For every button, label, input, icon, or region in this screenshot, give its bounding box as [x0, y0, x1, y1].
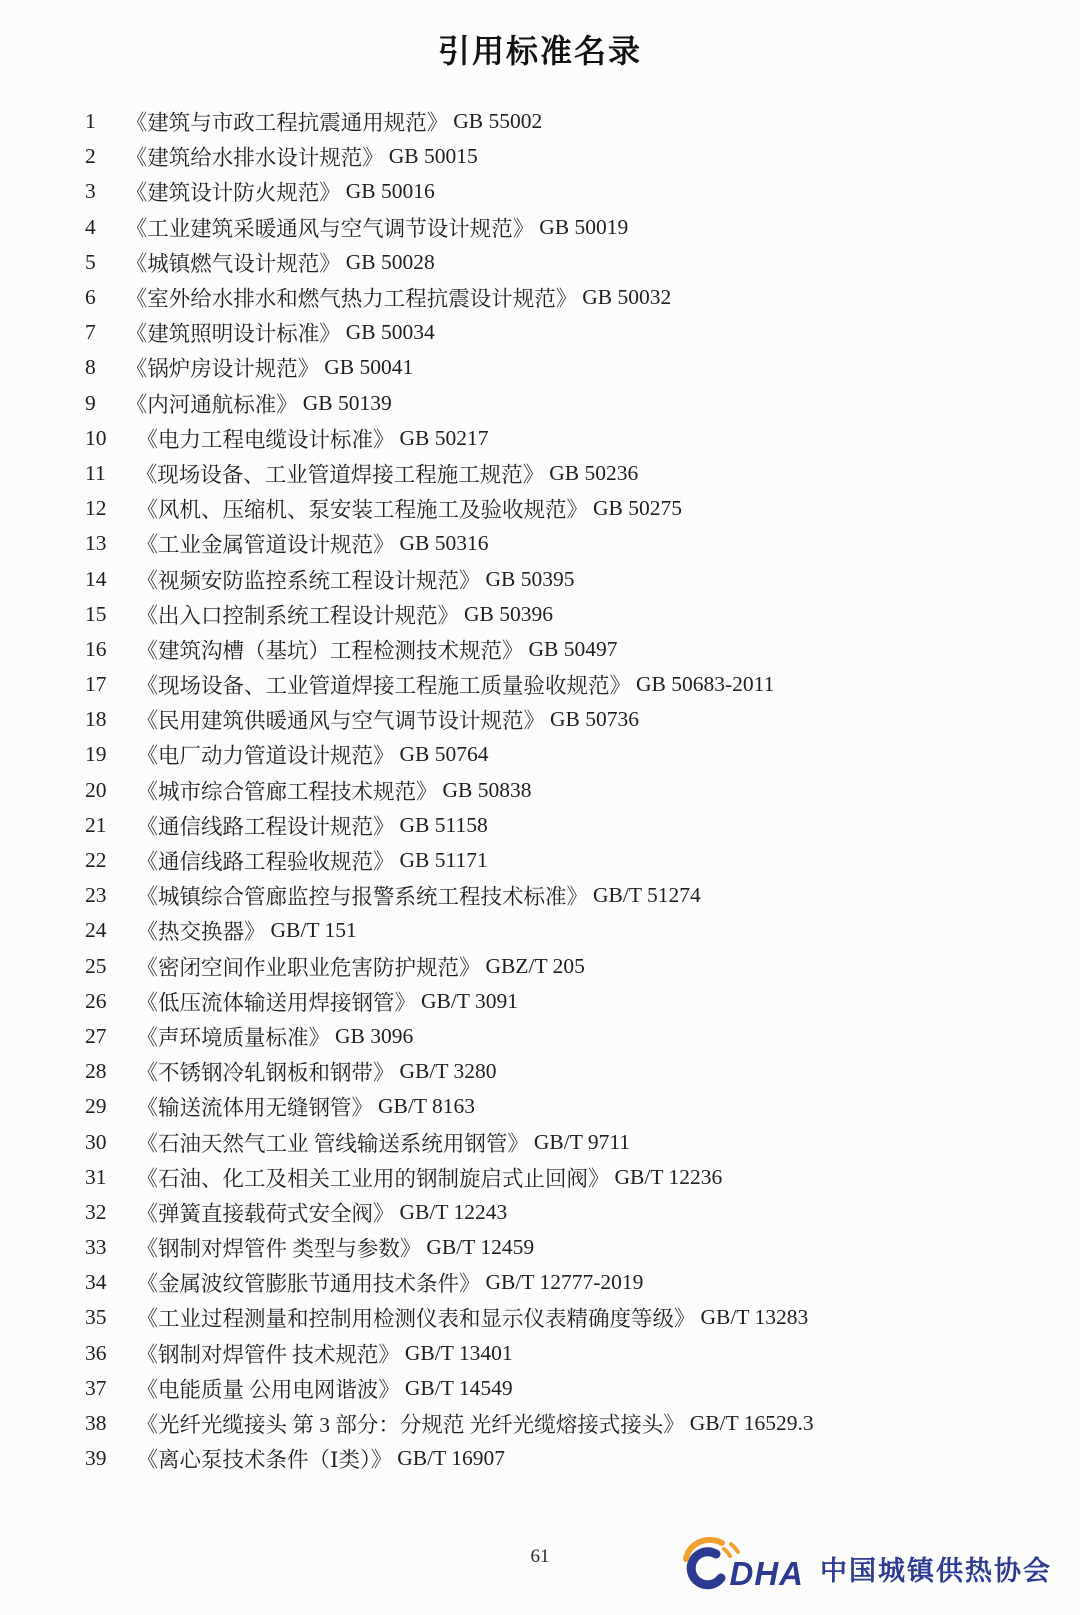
standard-code: GB/T 14549 — [404, 1375, 513, 1400]
standard-name: 《视频安防监控系统工程设计规范》 — [136, 568, 481, 593]
item-number: 26 — [85, 988, 107, 1013]
standard-code: GB/T 12459 — [426, 1235, 535, 1260]
list-item — [85, 597, 1050, 632]
standard-name: 《石油天然气工业 管线输送系统用钢管》 — [136, 1131, 529, 1156]
list-item — [85, 1371, 1050, 1406]
standard-code: GB/T 12236 — [614, 1164, 723, 1189]
standard-name: 《低压流体输送用焊接钢管》 — [136, 990, 417, 1015]
list-item — [85, 526, 1050, 561]
item-number: 30 — [85, 1129, 107, 1154]
list-item — [85, 949, 1050, 984]
standard-name: 《锅炉房设计规范》 — [125, 357, 320, 382]
item-number: 27 — [85, 1023, 107, 1048]
item-number: 35 — [85, 1305, 107, 1330]
list-item — [85, 1300, 1050, 1335]
item-number: 16 — [85, 636, 107, 661]
list-item — [85, 1265, 1050, 1300]
standard-code: GB 50275 — [593, 496, 683, 521]
item-number: 7 — [85, 320, 96, 345]
item-number: 19 — [85, 742, 107, 767]
standard-name: 《光纤光缆接头 第 3 部分：分规范 光纤光缆熔接式接头》 — [136, 1413, 685, 1438]
list-item — [85, 773, 1050, 808]
standard-code: GB/T 9711 — [533, 1129, 631, 1154]
standard-code: GB 50497 — [528, 636, 618, 661]
standard-code: GB 50236 — [549, 460, 639, 485]
item-number: 18 — [85, 707, 107, 732]
standard-code: GB 50041 — [324, 355, 414, 380]
item-number: 32 — [85, 1199, 107, 1224]
item-number: 3 — [85, 179, 96, 204]
standard-code: GB 50028 — [345, 249, 435, 274]
list-item — [85, 350, 1050, 385]
standard-name: 《建筑沟槽（基坑）工程检测技术规范》 — [136, 638, 524, 663]
list-item — [85, 1336, 1050, 1371]
item-number: 6 — [85, 285, 96, 310]
list-item — [85, 1054, 1050, 1089]
list-item — [85, 386, 1050, 421]
list-item — [85, 139, 1050, 174]
standard-name: 《建筑给水排水设计规范》 — [125, 146, 384, 171]
item-number: 24 — [85, 918, 107, 943]
standard-name: 《电力工程电缆设计标准》 — [136, 427, 395, 452]
standard-name: 《工业过程测量和控制用检测仪表和显示仪表精确度等级》 — [136, 1307, 696, 1332]
item-number: 5 — [85, 249, 96, 274]
standard-name: 《电能质量 公用电网谐波》 — [136, 1377, 400, 1402]
standard-code: GB 55002 — [453, 109, 543, 134]
item-number: 17 — [85, 672, 107, 697]
standard-code: GB 51171 — [399, 848, 488, 873]
standard-code: GB/T 16529.3 — [689, 1411, 814, 1436]
standard-name: 《建筑照明设计标准》 — [125, 322, 341, 347]
standard-name: 《建筑设计防火规范》 — [125, 181, 341, 206]
list-item — [85, 315, 1050, 350]
standard-name: 《钢制对焊管件 技术规范》 — [136, 1342, 400, 1367]
item-number: 34 — [85, 1270, 107, 1295]
item-number: 39 — [85, 1446, 107, 1471]
standard-code: GB 51158 — [399, 812, 488, 837]
item-number: 31 — [85, 1164, 107, 1189]
standard-name: 《城镇综合管廊监控与报警系统工程技术标准》 — [136, 885, 589, 910]
item-number: 23 — [85, 883, 107, 908]
standard-code: GB 50395 — [485, 566, 575, 591]
list-item — [85, 1195, 1050, 1230]
list-item — [85, 737, 1050, 772]
standard-code: GB 50019 — [539, 214, 629, 239]
item-number: 15 — [85, 601, 107, 626]
item-number: 12 — [85, 496, 107, 521]
item-number: 36 — [85, 1340, 107, 1365]
standard-code: GB 50217 — [399, 425, 489, 450]
standard-code: GB 50316 — [399, 531, 489, 556]
standard-code: GB/T 13283 — [700, 1305, 809, 1330]
item-number: 14 — [85, 566, 107, 591]
standard-code: GB 50683-2011 — [636, 672, 775, 697]
standard-code: GB/T 13401 — [404, 1340, 513, 1365]
item-number: 1 — [85, 109, 96, 134]
list-item — [85, 1441, 1050, 1476]
list-item — [85, 702, 1050, 737]
standard-name: 《城镇燃气设计规范》 — [125, 251, 341, 276]
standard-name: 《金属波纹管膨胀节通用技术条件》 — [136, 1272, 481, 1297]
list-item — [85, 808, 1050, 843]
list-item — [85, 174, 1050, 209]
item-number: 21 — [85, 812, 107, 837]
item-number: 22 — [85, 848, 107, 873]
standard-code: GB/T 16907 — [397, 1446, 505, 1471]
standard-name: 《建筑与市政工程抗震通用规范》 — [125, 111, 449, 136]
list-item — [85, 984, 1050, 1019]
list-item — [85, 491, 1050, 526]
page-number: 61 — [530, 1546, 550, 1567]
standard-code: GB/T 3091 — [421, 988, 518, 1013]
standard-name: 《声环境质量标准》 — [136, 1025, 331, 1050]
list-item — [85, 456, 1050, 491]
list-item — [85, 210, 1050, 245]
item-number: 4 — [85, 214, 96, 239]
standard-name: 《城市综合管廊工程技术规范》 — [136, 779, 438, 804]
item-number: 13 — [85, 531, 107, 556]
list-item — [85, 667, 1050, 702]
standards-list — [85, 104, 1050, 1476]
standard-name: 《工业金属管道设计规范》 — [136, 533, 395, 558]
standard-code: GB 50838 — [442, 777, 532, 802]
standard-name: 《不锈钢冷轧钢板和钢带》 — [136, 1061, 395, 1086]
standard-name: 《现场设备、工业管道焊接工程施工质量验收规范》 — [136, 674, 632, 699]
list-item — [85, 1230, 1050, 1265]
list-item — [85, 843, 1050, 878]
standard-code: GB 50764 — [399, 742, 489, 767]
standard-code: GB 50016 — [345, 179, 435, 204]
cdha-logo-icon — [680, 1537, 744, 1595]
standard-name: 《弹簧直接载荷式安全阀》 — [136, 1201, 395, 1226]
list-item — [85, 104, 1050, 139]
cdha-logo — [680, 1537, 1053, 1595]
item-number: 10 — [85, 425, 107, 450]
item-number: 2 — [85, 144, 96, 169]
standard-name: 《现场设备、工业管道焊接工程施工规范》 — [135, 462, 545, 487]
list-item — [85, 1160, 1050, 1195]
standard-name: 《电厂动力管道设计规范》 — [136, 744, 395, 769]
standard-name: 《通信线路工程验收规范》 — [136, 850, 395, 875]
standard-name: 《室外给水排水和燃气热力工程抗震设计规范》 — [125, 287, 578, 312]
item-number: 38 — [85, 1411, 107, 1436]
page-title: 引用标准名录 — [437, 33, 642, 69]
standard-name: 《输送流体用无缝钢管》 — [136, 1096, 374, 1121]
standard-code: GB 50396 — [464, 601, 554, 626]
list-item — [85, 280, 1050, 315]
standard-code: GB/T 12243 — [399, 1199, 508, 1224]
cdha-logo-org-name: 中国城镇供热协会 — [820, 1555, 1052, 1586]
item-number: 20 — [85, 777, 107, 802]
item-number: 29 — [85, 1094, 107, 1119]
standard-name: 《民用建筑供暖通风与空气调节设计规范》 — [136, 709, 546, 734]
standard-name: 《风机、压缩机、泵安装工程施工及验收规范》 — [136, 498, 589, 523]
standard-code: GB/T 51274 — [593, 883, 701, 908]
item-number: 25 — [85, 953, 107, 978]
list-item — [85, 1019, 1050, 1054]
list-item — [85, 421, 1050, 456]
standard-code: GB 50139 — [302, 390, 392, 415]
standard-code: GB/T 12777-2019 — [485, 1270, 644, 1295]
item-number: 28 — [85, 1059, 107, 1084]
standard-code: GBZ/T 205 — [485, 953, 585, 978]
standard-code: GB 50034 — [345, 320, 435, 345]
standard-name: 《石油、化工及相关工业用的钢制旋启式止回阀》 — [136, 1166, 610, 1191]
item-number: 33 — [85, 1235, 107, 1260]
list-item — [85, 913, 1050, 948]
standard-code: GB 3096 — [335, 1023, 414, 1048]
standard-code: GB 50736 — [550, 707, 640, 732]
standard-name: 《热交换器》 — [136, 920, 266, 945]
cdha-logo-acronym: DHA — [729, 1554, 804, 1592]
item-number: 8 — [85, 355, 96, 380]
list-item — [85, 1089, 1050, 1124]
standard-code: GB 50015 — [388, 144, 478, 169]
list-item — [85, 245, 1050, 280]
standard-code: GB/T 151 — [270, 918, 357, 943]
item-number: 9 — [85, 390, 96, 415]
list-item — [85, 1124, 1050, 1159]
standard-code: GB 50032 — [582, 285, 672, 310]
standard-name: 《密闭空间作业职业危害防护规范》 — [136, 955, 481, 980]
standard-name: 《出入口控制系统工程设计规范》 — [136, 603, 460, 628]
standard-name: 《钢制对焊管件 类型与参数》 — [136, 1237, 422, 1262]
list-item — [85, 1406, 1050, 1441]
standard-code: GB/T 3280 — [399, 1059, 497, 1084]
standard-code: GB/T 8163 — [378, 1094, 475, 1119]
standard-name: 《通信线路工程设计规范》 — [136, 814, 395, 839]
item-number: 37 — [85, 1375, 107, 1400]
standard-name: 《工业建筑采暖通风与空气调节设计规范》 — [125, 216, 535, 241]
item-number: 11 — [85, 460, 106, 485]
list-item — [85, 878, 1050, 913]
standard-name: 《内河通航标准》 — [125, 392, 298, 417]
standard-name: 《离心泵技术条件（Ⅰ类）》 — [136, 1448, 393, 1473]
list-item — [85, 561, 1050, 596]
list-item — [85, 632, 1050, 667]
